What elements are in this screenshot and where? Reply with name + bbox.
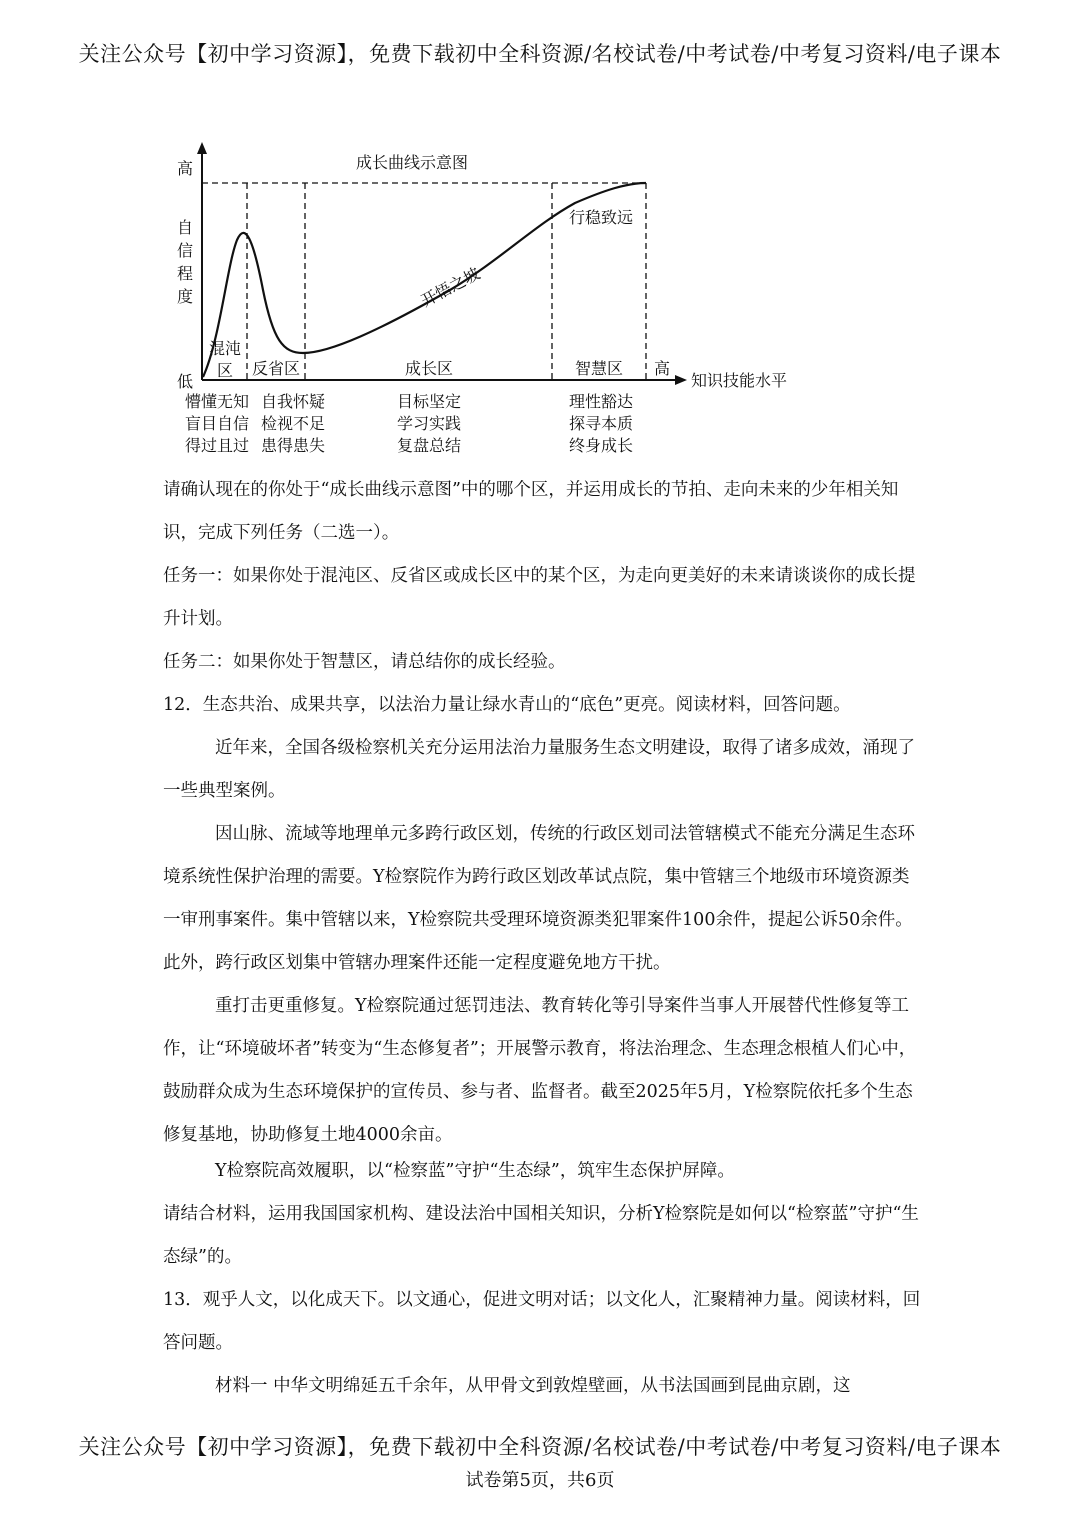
zone-trait: 复盘总结 <box>396 436 462 455</box>
question-12-task: 请结合材料，运用我国国家机构、建设法治中国相关知识，分析Y检察院是如何以“检察蓝”守护“生态绿”的。 <box>163 1204 919 1267</box>
zone-name: 混沌 <box>208 339 242 358</box>
zone-name: 反省区 <box>251 359 301 378</box>
y-low-label: 低 <box>176 372 194 391</box>
y-label-char: 程 <box>176 264 194 283</box>
zone-trait: 学习实践 <box>396 414 462 433</box>
zone-trait: 探寻本质 <box>568 414 634 433</box>
material-paragraph: 因山脉、流域等地理单元多跨行政区划，传统的行政区划司法管辖模式不能充分满足生态环境系统性保护治理的需要。Y检察院作为跨行政区划改革试点院，集中管辖三个地级市环境资源类一审刑事案件。集中管辖以来，Y检察院共受理环境资源类犯罪案件100余件，提起公诉50余件。此外，跨行政区划集中管辖办理案件还能一定程度避免地方干扰。 <box>163 824 915 973</box>
zone-trait: 理性豁达 <box>568 392 634 411</box>
page-number: 试卷第5页，共6页 <box>465 1470 615 1491</box>
promo-banner-bottom: 关注公众号【初中学习资源】，免费下载初中全科资源/名校试卷/中考试卷/中考复习资料/电子课本 <box>78 1435 1002 1459</box>
x-axis-arrow <box>675 375 687 385</box>
zone-trait: 盲目自信 <box>184 414 250 433</box>
task-prompt: 请确认现在的你处于“成长曲线示意图”中的哪个区，并运用成长的节拍、走向未来的少年相关知识，完成下列任务（二选一）。 <box>163 480 899 543</box>
y-label-char: 信 <box>176 241 194 260</box>
task-two: 任务二：如果你处于智慧区，请总结你的成长经验。 <box>163 652 566 672</box>
y-label-char: 度 <box>176 287 194 306</box>
y-label-char: 自 <box>176 218 194 237</box>
zone-trait: 得过且过 <box>184 436 250 455</box>
zone-name: 智慧区 <box>574 359 624 378</box>
zone-trait: 懵懂无知 <box>184 392 250 411</box>
task-one: 任务一：如果你处于混沌区、反省区或成长区中的某个区，为走向更美好的未来请谈谈你的成长提升计划。 <box>163 566 916 629</box>
material-paragraph: 重打击更重修复。Y检察院通过惩罚违法、教育转化等引导案件当事人开展替代性修复等工作，让“环境破坏者”转变为“生态修复者”；开展警示教育，将法治理念、生态理念根植人们心中，鼓励群众成为生态环境保护的宣传员、参与者、监督者。截至2025年5月，Y检察院依托多个生态修复基地，协助修复土地4000余亩。 <box>163 996 917 1145</box>
question-12-stem: 12．生态共治、成果共享，以法治力量让绿水青山的“底色”更亮。阅读材料，回答问题。 <box>163 695 851 715</box>
zone-trait: 自我怀疑 <box>260 392 326 411</box>
material-paragraph: 近年来，全国各级检察机关充分运用法治力量服务生态文明建设，取得了诸多成效，涌现了一些典型案例。 <box>163 738 915 801</box>
y-axis-arrow <box>197 142 207 154</box>
zone-trait: 检视不足 <box>260 414 326 433</box>
x-high-label: 高 <box>653 359 671 378</box>
material-paragraph: Y检察院高效履职，以“检察蓝”守护“生态绿”，筑牢生态保护屏障。 <box>215 1161 735 1181</box>
x-axis-label: 知识技能水平 <box>691 371 788 390</box>
promo-banner-top: 关注公众号【初中学习资源】，免费下载初中全科资源/名校试卷/中考试卷/中考复习资料/电子课本 <box>78 42 1002 66</box>
zone-name: 区 <box>216 361 234 380</box>
growth-curve-diagram <box>165 140 825 460</box>
zone-trait: 终身成长 <box>568 436 634 455</box>
material-one: 材料一 中华文明绵延五千余年，从甲骨文到敦煌壁画，从书法国画到昆曲京剧，这 <box>215 1376 851 1396</box>
curve-label-slope: 开悟之坡 <box>417 263 484 311</box>
question-13-stem: 13．观乎人文，以化成天下。以文通心，促进文明对话；以文化人，汇聚精神力量。阅读材料，回答问题。 <box>163 1290 921 1353</box>
zone-name: 成长区 <box>404 359 454 378</box>
curve-label-top: 行稳致远 <box>568 208 634 227</box>
zone-trait: 患得患失 <box>260 436 326 455</box>
zone-trait: 目标坚定 <box>396 392 462 411</box>
y-high-label: 高 <box>176 159 194 178</box>
figure-title: 成长曲线示意图 <box>355 153 469 172</box>
